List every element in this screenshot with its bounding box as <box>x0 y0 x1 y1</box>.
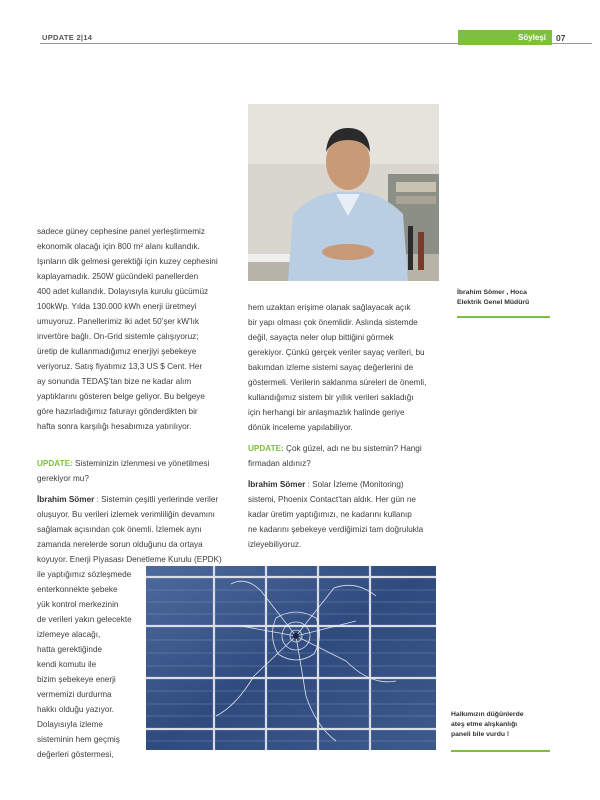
section-tab: Söyleşi <box>458 30 552 45</box>
text-line: ne kadarını şebekeye verdiğimizi tam doğrulukla <box>248 525 424 534</box>
text-line: değil, sayaçta neler olup bittiğini görmek <box>248 333 394 342</box>
text-line: kaplayamadık. 250W gücündeki panellerden <box>37 272 199 281</box>
solar-caption-line-1: Halkımızın düğünlerde <box>451 711 524 718</box>
left-question-label: UPDATE: <box>37 459 73 468</box>
text-line: veriyoruz. Satış fiyatımız 13,3 US $ Cent. Her <box>37 362 203 371</box>
text-line: üretip de kullanmadığımız enerjiyi şebekeye <box>37 347 197 356</box>
text-line: bakımdan izleme sistemi sayaç değerlerini de <box>248 363 414 372</box>
right-question-text-2: firmadan aldınız? <box>248 459 311 468</box>
text-line: invertöre bağlı. On-Grid sistemle çalışıyoruz; <box>37 332 199 341</box>
text-line: ekonomik olacağı için 800 m² alanı kullandık. <box>37 242 200 251</box>
portrait-caption-line-2: Elektrik Genel Müdürü <box>457 298 530 306</box>
left-answer-first: : Sistemin çeşitli yerlerinde veriler <box>94 495 219 504</box>
text-line: hem uzaktan erişime olanak sağlayacak açık <box>248 303 411 312</box>
left-question <box>37 456 237 486</box>
right-answer <box>248 477 453 552</box>
portrait-photo <box>248 104 439 281</box>
text-line: yaptıklarını gösteren belge geliyor. Bu belgeye <box>37 392 205 401</box>
text-line: yük kontrol merkezinin <box>37 600 119 609</box>
right-answer-name: İbrahim Sömer <box>248 480 306 489</box>
text-line: dönük inceleme yapılabiliyor. <box>248 423 353 432</box>
left-question-text-1: Sisteminizin izlenmesi ve yönetilmesi <box>72 459 210 468</box>
text-line: Işınların dik gelmesi gerektiği için kuzey cephesini <box>37 257 218 266</box>
issue-label: UPDATE 2|14 <box>42 33 93 42</box>
solar-caption-line-3: paneli bile vurdu ! <box>451 730 510 738</box>
text-line: ay sonunda TEDAŞ’tan bize ne kadar alım <box>37 377 192 386</box>
text-line: kullandığımız sistem bir yıllık verileri sakladığı <box>248 393 414 402</box>
text-line: izleyebiliyoruz. <box>248 540 302 549</box>
left-answer-lines <box>37 507 237 567</box>
text-line: bizim şebekeye enerji <box>37 675 116 684</box>
text-line: oluşuyor. Bu verileri izlemek verimliliğin devamını <box>37 510 215 519</box>
right-question-label: UPDATE: <box>248 444 284 453</box>
text-line: göstermeli. Verilerin saklanma süreleri de önemli, <box>248 378 427 387</box>
text-line: bir yapı olması çok önemlidir. Aslında sistemde <box>248 318 418 327</box>
page-number: 07 <box>556 33 566 43</box>
text-line: umuyoruz. Panellerimiz iki adet 50’şer kW’lık <box>37 317 199 326</box>
text-line: sistemi, Phoenix Contact’tan aldık. Her gün ne <box>248 495 416 504</box>
right-column <box>248 300 453 552</box>
damaged-solar-panel-photo <box>146 566 436 750</box>
text-line: hafta sonra karşılığı hesabımıza yatırılıyor. <box>37 422 192 431</box>
text-line: kadar üretim yaptığımızı, ne kadarını kullanıp <box>248 510 412 519</box>
solar-caption-bar <box>451 750 550 752</box>
text-line: için herhangi bir anlaşmazlık halinde geriye <box>248 408 405 417</box>
left-paragraph <box>37 224 237 434</box>
text-line: izlemeye alacağı, <box>37 630 101 639</box>
text-line: gerekiyor. Çünkü gerçek veriler sayaç verileri, bu <box>248 348 425 357</box>
text-line: sağlamak açısından çok önemli. İzlemek aynı <box>37 525 202 534</box>
text-line: 400 adet kullandık. Dolayısıyla kurulu gücümüz <box>37 287 209 296</box>
text-line: zamanda nerelerde sorun olduğunu da ortaya <box>37 540 203 549</box>
right-question <box>248 441 453 471</box>
text-line: sadece güney cephesine panel yerleştirmemiz <box>37 227 205 236</box>
text-line: ile yaptığımız sözleşmede <box>37 570 132 579</box>
text-line: 100kWp. Yılda 130.000 kWh enerji üretmeyi <box>37 302 197 311</box>
text-line: Dolayısıyla izleme <box>37 720 103 729</box>
solar-caption-line-2: ateş etme alışkanlığı <box>451 720 518 728</box>
header-rule-right <box>552 43 592 44</box>
portrait-caption-line-1: İbrahim Sömer , Hoca <box>457 289 527 296</box>
text-line: hatta gerektiğinde <box>37 645 103 654</box>
right-paragraph <box>248 300 453 435</box>
left-question-text-2: gerekiyor mu? <box>37 474 89 483</box>
header-rule <box>40 43 458 44</box>
right-answer-lines <box>248 492 453 552</box>
text-line: değerleri göstermesi, <box>37 750 114 759</box>
text-line: vermemizi durdurma <box>37 690 112 699</box>
text-line: kendi komutu ile <box>37 660 97 669</box>
text-line: sisteminin hem geçmiş <box>37 735 120 744</box>
portrait-caption-bar <box>457 316 550 318</box>
left-answer-name: İbrahim Sömer <box>37 495 95 504</box>
right-answer-first: : Solar İzleme (Monitoring) <box>305 480 404 489</box>
right-question-text-1: Çok güzel, adı ne bu sistemin? Hangi <box>283 444 422 453</box>
text-line: hakkı olduğu yazıyor. <box>37 705 114 714</box>
text-line: koyuyor. Enerji Piyasası Denetleme Kurulu (EPDK) <box>37 555 222 564</box>
text-line: enterkonnekte şebeke <box>37 585 118 594</box>
text-line: göre hazırladığımız faturayı gönderdikten bir <box>37 407 198 416</box>
text-line: de verileri yakın gelecekte <box>37 615 132 624</box>
